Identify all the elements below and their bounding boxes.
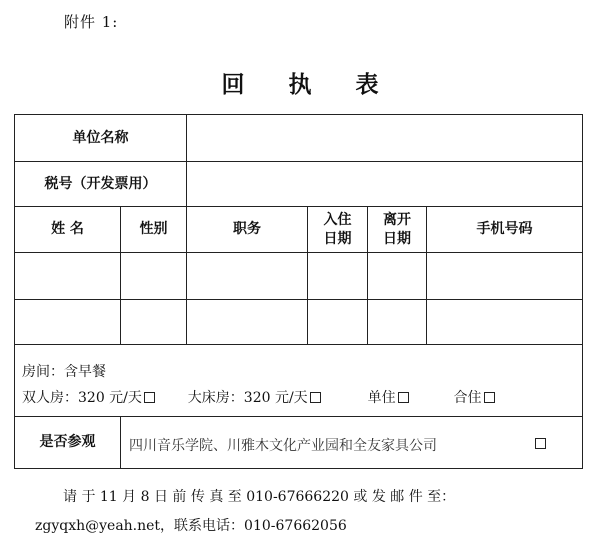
column-header-checkin: 入住 日期 <box>323 211 352 247</box>
double-room-checkbox[interactable] <box>144 392 155 403</box>
column-header-checkout: 离开 日期 <box>383 211 411 247</box>
reply-form <box>14 114 583 469</box>
shared-occupancy-label: 合住 <box>453 390 482 406</box>
king-room-checkbox[interactable] <box>310 392 321 403</box>
footer-line-1: 请 于 11 月 8 日 前 传 真 至 010-67666220 或 发 邮 件 至： <box>63 489 456 505</box>
room-heading: 房间：含早餐 <box>22 364 106 380</box>
column-header-gender: 性别 <box>139 221 168 237</box>
entry-cell[interactable] <box>15 300 120 344</box>
unit-name-field[interactable] <box>187 115 582 161</box>
double-room-label: 双人房：320 元/天 <box>22 390 142 406</box>
tax-id-field[interactable] <box>187 162 582 206</box>
king-room-label: 大床房：320 元/天 <box>187 390 308 406</box>
room-options-row <box>22 387 495 407</box>
column-header-phone: 手机号码 <box>476 221 533 237</box>
shared-occupancy-checkbox[interactable] <box>484 392 495 403</box>
column-header-position: 职务 <box>233 221 261 237</box>
page-title: 回 执 表 <box>221 71 397 98</box>
entry-cell[interactable] <box>15 253 120 299</box>
column-header-name: 姓 名 <box>51 221 84 237</box>
row-divider <box>15 344 582 345</box>
tax-id-label: 税号（开发票用） <box>44 175 157 192</box>
visit-label: 是否参观 <box>39 434 96 450</box>
unit-name-label: 单位名称 <box>72 129 129 146</box>
column-divider <box>120 416 121 469</box>
visit-text: 四川音乐学院、川雅木文化产业园和全友家具公司 <box>129 438 437 454</box>
visit-checkbox[interactable] <box>535 438 546 449</box>
single-occupancy-label: 单住 <box>367 390 396 406</box>
single-occupancy-checkbox[interactable] <box>398 392 409 403</box>
footer-line-2: zgyqxh@yeah.net，联系电话：010-67662056 <box>35 518 347 534</box>
attachment-label: 附件 1: <box>64 13 119 31</box>
